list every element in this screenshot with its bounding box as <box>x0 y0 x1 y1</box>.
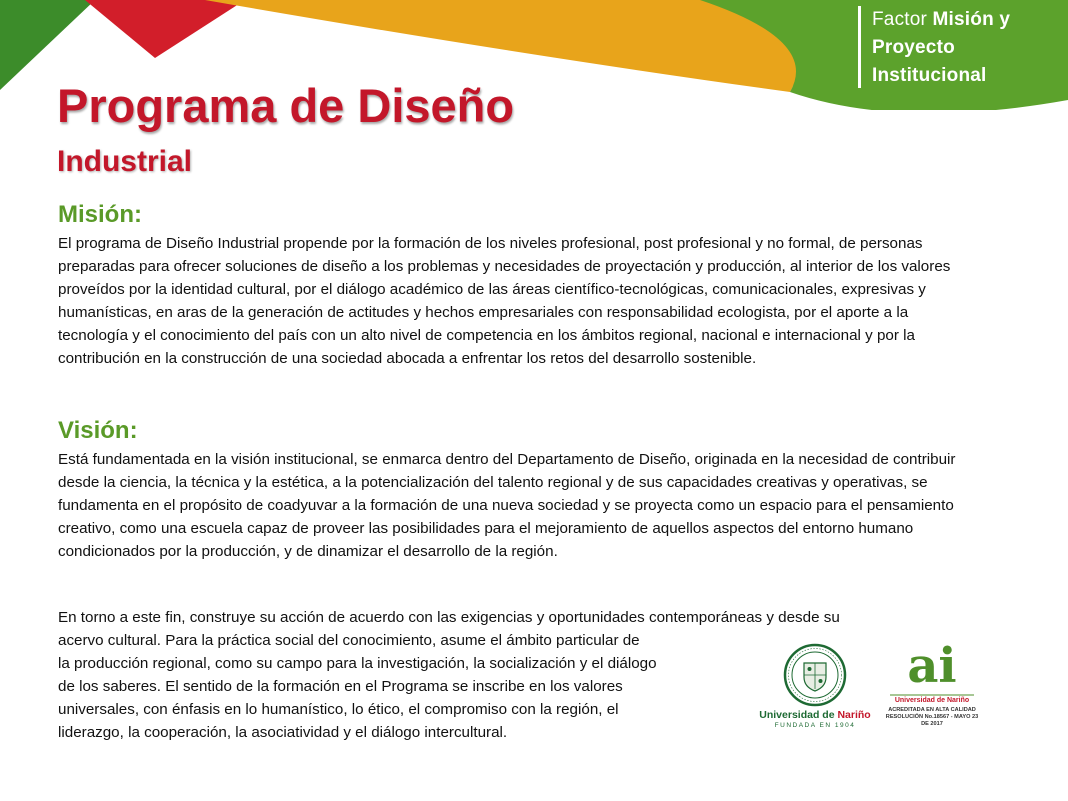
vision-text: Está fundamentada en la visión institucional, se enmarca dentro del Departamento de Diseño, originada en la necesidad de contribuir desde la ciencia, la técnica y la estética, a la potencialización del talento regional y de sus capacidades creativas y operativas, se fundamenta en el propósito de coadyuvar a la formación de una nueva sociedad y se proyecta como un espacio para el pensamiento creativo, como una escuela capaz de proveer las posibilidades para el mejoramiento de aquellos aspectos del entorno humano condicionados por la producción, y de dinamizar el desarrollo de la región. <box>58 451 956 560</box>
vision-heading: Visión: <box>58 417 138 444</box>
factor-line-1: Factor Misión y <box>872 9 1011 30</box>
page-subtitle: Industrial <box>57 145 193 178</box>
factor-line-3: Institucional <box>872 65 987 86</box>
mision-text: El programa de Diseño Industrial propende por la formación de los niveles profesional, post profesional y no formal, de personas preparadas para ofrecer soluciones de diseño a los problemas y necesidades de proyectación y producción, al interior de los valores proveídos por la identidad cultural, por el diálogo académico de las áreas científico-tecnológicas, comunicacionales, expresivas y humanísticas, en aras de la generación de actitudes y hechos empresariales con responsabilidad ecologista, por el aporte a la tecnología y el conocimiento del país con un alto nivel de competencia en los ámbitos regional, nacional e internacional y por la contribución en la construcción de una sociedad abocada a enfrentar los retos del desarrollo sostenible. <box>58 235 951 367</box>
banner-green-left-shape <box>0 0 95 90</box>
alta-calidad-university: Universidad de Nariño <box>894 697 970 704</box>
universidad-narino-founded: FUNDADA EN 1904 <box>774 722 856 729</box>
vision-text-2 <box>58 606 840 744</box>
vision-text-2-line: acervo cultural. Para la práctica social del conocimiento, asume el ámbito particular de <box>58 632 640 649</box>
banner-red-shape <box>85 0 245 58</box>
vision-text-2-line: universales, con énfasis en lo humanístico, lo ético, el compromiso con la región, el <box>58 701 619 718</box>
page-title: Programa de Diseño <box>57 79 515 132</box>
alta-calidad-certification: ACREDITADA EN ALTA CALIDAD RESOLUCIÓN No.18567 - MAYO 23 DE 2017 <box>885 707 979 727</box>
vision-text-2-line: En torno a este fin, construye su acción de acuerdo con las exigencias y oportunidades contemporáneas y desde su <box>58 609 840 626</box>
vision-text-2-line: de los saberes. El sentido de la formación en el Programa se inscribe en los valores <box>58 678 623 695</box>
vision-text-2-line: liderazgo, la cooperación, la asociatividad y el diálogo intercultural. <box>58 724 508 741</box>
mision-heading: Misión: <box>58 201 142 228</box>
alta-calidad-logo: ai <box>907 638 957 694</box>
vision-text-2-line: la producción regional, como su campo para la investigación, la socialización y el diálogo <box>58 655 657 672</box>
universidad-narino-name: Universidad de Nariño <box>759 709 871 721</box>
factor-line-2: Proyecto <box>872 37 955 58</box>
factor-label <box>858 6 1010 88</box>
